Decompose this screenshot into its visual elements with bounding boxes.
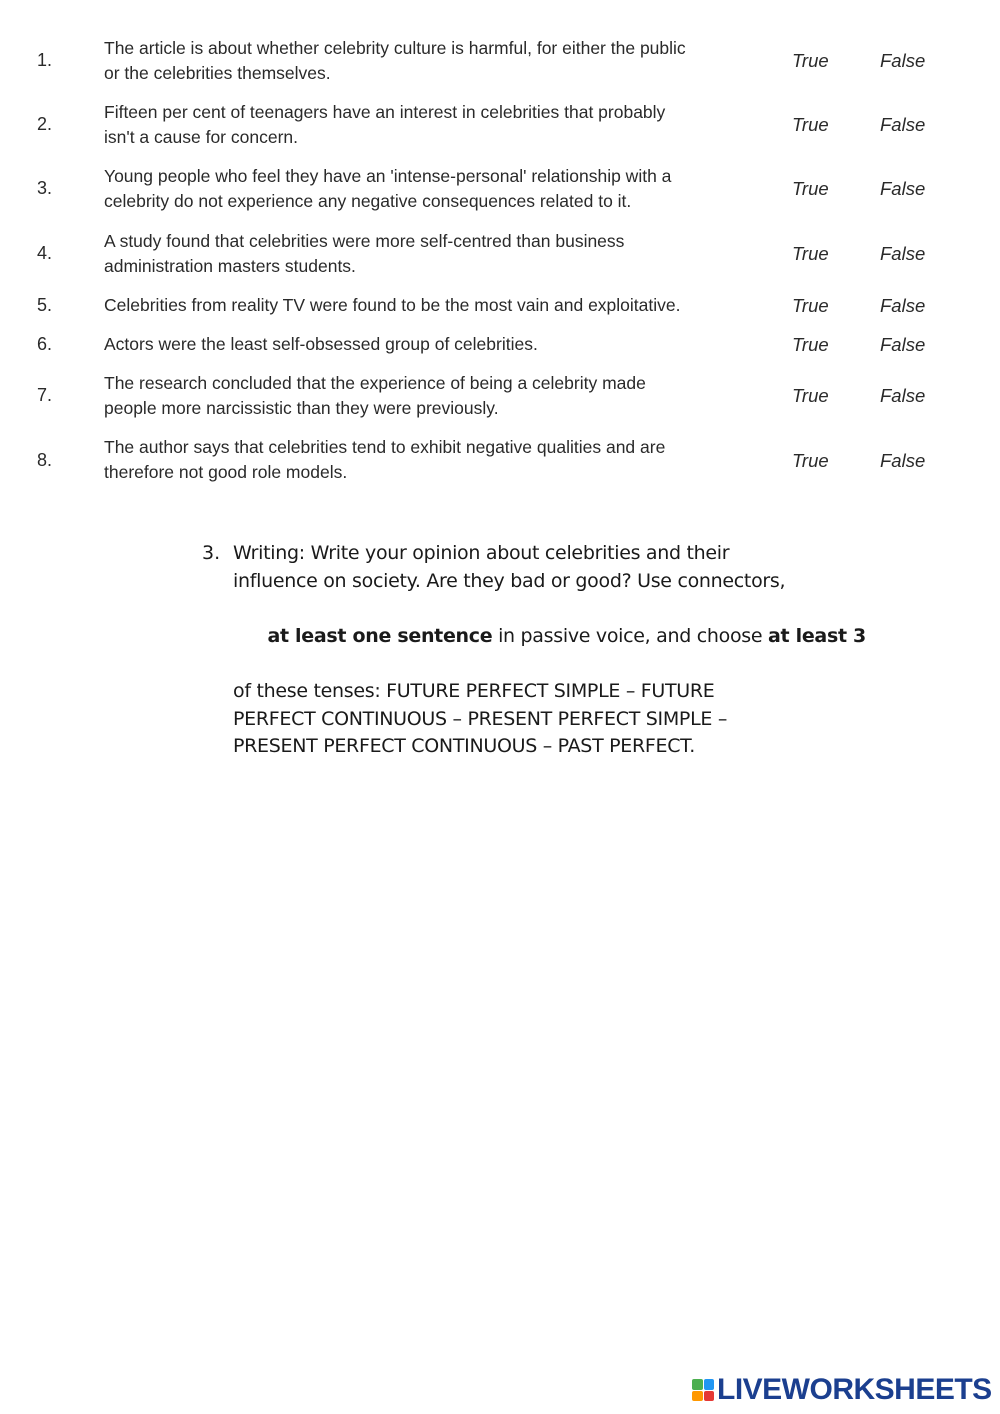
statement-text <box>104 293 764 318</box>
instruction-line <box>233 678 868 706</box>
table-row <box>0 100 1000 150</box>
statement-number: 1. <box>37 50 53 70</box>
logo-text: LIVEWORKSHEETS <box>717 1373 992 1406</box>
false-option[interactable]: False <box>880 450 926 471</box>
statement-line: celebrity do not experience any negative consequences related to it. <box>104 191 632 211</box>
instruction-emphasis: at least 3 <box>768 624 866 647</box>
statement-line: or the celebrities themselves. <box>104 63 331 83</box>
table-row <box>0 164 1000 214</box>
statement-number: 7. <box>37 385 53 405</box>
true-option[interactable]: True <box>792 114 829 135</box>
statement-number: 4. <box>37 243 53 263</box>
task-instructions <box>233 540 868 761</box>
statement-text <box>104 229 764 279</box>
statement-line: Fifteen per cent of teenagers have an interest in celebrities that probably <box>104 102 666 122</box>
instruction-text: of these tenses: FUTURE PERFECT SIMPLE – FUTURE <box>233 679 715 702</box>
table-row <box>0 435 1000 485</box>
liveworksheets-logo-icon <box>692 1379 714 1401</box>
instruction-text: Writing: Write your opinion about celebrities and their <box>233 542 730 564</box>
table-row <box>0 332 1000 357</box>
statement-line: people more narcissistic than they were previously. <box>104 398 499 418</box>
statement-line: The research concluded that the experience of being a celebrity made <box>104 373 646 393</box>
statement-line: Young people who feel they have an 'intense-personal' relationship with a <box>104 166 672 186</box>
statement-text <box>104 100 764 150</box>
statement-text <box>104 36 764 86</box>
table-row <box>0 229 1000 279</box>
instruction-text: in passive voice, and choose <box>492 624 769 647</box>
statement-text <box>104 435 764 485</box>
statement-line: Celebrities from reality TV were found to be the most vain and exploitative. <box>104 295 681 315</box>
true-option[interactable]: True <box>792 295 829 316</box>
statement-line: The article is about whether celebrity culture is harmful, for either the public <box>104 38 686 58</box>
statement-text <box>104 164 764 214</box>
instruction-text: influence on society. Are they bad or good? Use connectors, <box>233 569 786 592</box>
table-row <box>0 36 1000 86</box>
instruction-text: PRESENT PERFECT CONTINUOUS – PAST PERFECT. <box>233 735 695 758</box>
statement-number: 5. <box>37 295 53 315</box>
instruction-line <box>233 568 868 596</box>
task-number: 3. <box>202 542 221 564</box>
statement-number: 3. <box>37 178 53 198</box>
statement-text <box>104 371 764 421</box>
false-option[interactable]: False <box>880 243 926 264</box>
instruction-line <box>233 706 868 734</box>
instruction-line <box>233 733 868 761</box>
true-option[interactable]: True <box>792 243 829 264</box>
false-option[interactable]: False <box>880 178 926 199</box>
statement-line: A study found that celebrities were more self-centred than business <box>104 231 625 251</box>
statement-line: The author says that celebrities tend to exhibit negative qualities and are <box>104 437 666 457</box>
false-option[interactable]: False <box>880 334 926 355</box>
table-row <box>0 293 1000 318</box>
false-option[interactable]: False <box>880 385 926 406</box>
true-option[interactable]: True <box>792 334 829 355</box>
true-option[interactable]: True <box>792 50 829 71</box>
instruction-text: PERFECT CONTINUOUS – PRESENT PERFECT SIMPLE – <box>233 707 728 730</box>
false-option[interactable]: False <box>880 50 926 71</box>
statement-line: administration masters students. <box>104 256 356 276</box>
statement-number: 6. <box>37 334 53 354</box>
statement-text <box>104 332 764 357</box>
statement-line: isn't a cause for concern. <box>104 127 298 147</box>
true-option[interactable]: True <box>792 450 829 471</box>
statement-line: Actors were the least self-obsessed group of celebrities. <box>104 334 538 354</box>
statement-number: 8. <box>37 450 53 470</box>
statement-number: 2. <box>37 114 53 134</box>
instruction-line <box>233 540 868 568</box>
true-option[interactable]: True <box>792 178 829 199</box>
statement-line: therefore not good role models. <box>104 462 348 482</box>
false-option[interactable]: False <box>880 295 926 316</box>
instruction-line <box>233 595 868 678</box>
false-option[interactable]: False <box>880 114 926 135</box>
instruction-emphasis: at least one sentence <box>267 624 493 647</box>
true-option[interactable]: True <box>792 385 829 406</box>
table-row <box>0 371 1000 421</box>
liveworksheets-logo[interactable] <box>692 1374 992 1406</box>
